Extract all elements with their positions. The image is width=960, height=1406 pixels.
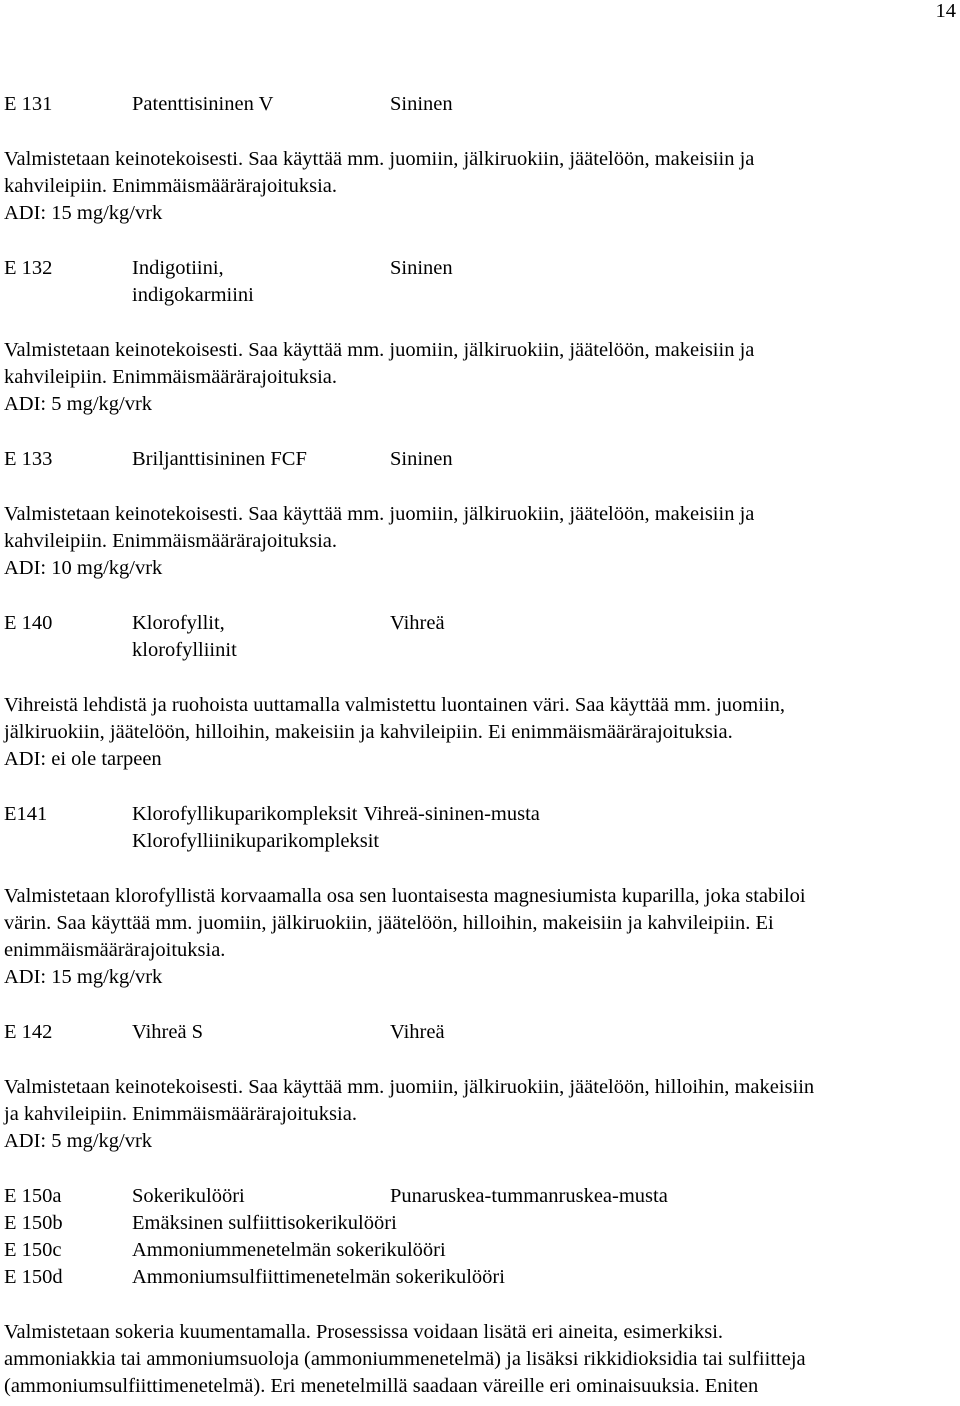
additive-description: Valmistetaan keinotekoisesti. Saa käyttää mm. juomiin, jälkiruokiin, jäätelöön, makeisiin ja: [4, 339, 755, 361]
additive-name: indigokarmiini: [132, 284, 254, 306]
entry-e150a-header: [4, 1183, 954, 1210]
entry-e150b-header: [4, 1210, 954, 1237]
additive-description: värin. Saa käyttää mm. juomiin, jälkiruokiin, jäätelöön, hilloihin, makeisiin ja kahvileipiin. Ei: [4, 912, 774, 934]
additive-code: E141: [4, 803, 48, 825]
additive-color: Vihreä: [390, 612, 445, 634]
additive-adi: ADI: ei ole tarpeen: [4, 748, 162, 770]
additive-description: (ammoniumsulfiittimenetelmä). Eri menetelmillä saadaan väreille eri ominaisuuksia. Eniten: [4, 1375, 759, 1397]
additive-name: Briljanttisininen FCF: [132, 448, 307, 470]
additive-name: Sokerikulööri: [132, 1185, 245, 1207]
additive-color: Sininen: [390, 448, 453, 470]
additive-color: Vihreä-sininen-musta: [363, 803, 540, 825]
additive-description: jälkiruokiin, jäätelöön, hilloihin, makeisiin ja kahvileipiin. Ei enimmäismäärärajoituksia.: [4, 721, 733, 743]
additive-color: Sininen: [390, 257, 453, 279]
additive-adi: ADI: 10 mg/kg/vrk: [4, 557, 163, 579]
entry-e141-header-cont: [4, 828, 954, 855]
additive-name: Klorofylliinikuparikompleksit: [132, 830, 380, 852]
entry-e150c-header: [4, 1237, 954, 1264]
additive-description: kahvileipiin. Enimmäismäärärajoituksia.: [4, 530, 338, 552]
additive-name: klorofylliinit: [132, 639, 237, 661]
additive-description: Valmistetaan keinotekoisesti. Saa käyttää mm. juomiin, jälkiruokiin, jäätelöön, makeisiin ja: [4, 503, 755, 525]
additive-name: Indigotiini,: [132, 257, 224, 279]
entry-e142-header: [4, 1019, 954, 1046]
additive-description: ammoniakkia tai ammoniumsuoloja (ammoniummenetelmä) ja lisäksi rikkidioksidia tai sulfiitteja: [4, 1348, 806, 1370]
additive-description: Valmistetaan sokeria kuumentamalla. Prosessissa voidaan lisätä eri aineita, esimerkiksi.: [4, 1321, 724, 1343]
additive-code: E 140: [4, 612, 53, 634]
entry-e131-header: [4, 91, 954, 118]
additive-description: Valmistetaan keinotekoisesti. Saa käyttää mm. juomiin, jälkiruokiin, jäätelöön, makeisiin ja: [4, 148, 755, 170]
additive-adi: ADI: 5 mg/kg/vrk: [4, 393, 153, 415]
additive-description: enimmäismäärärajoituksia.: [4, 939, 226, 961]
additive-name: Emäksinen sulfiittisokerikulööri: [132, 1212, 397, 1234]
additive-name: Ammoniummenetelmän sokerikulööri: [132, 1239, 446, 1261]
additive-description: kahvileipiin. Enimmäismäärärajoituksia.: [4, 175, 338, 197]
additive-color: Punaruskea-tummanruskea-musta: [390, 1185, 668, 1207]
additive-color: Vihreä: [390, 1021, 445, 1043]
entry-e133-header: [4, 446, 954, 473]
additive-description: kahvileipiin. Enimmäismäärärajoituksia.: [4, 366, 338, 388]
entry-e140-header-cont: [4, 637, 954, 664]
additive-code: E 142: [4, 1021, 53, 1043]
entry-e132-header-cont: [4, 282, 954, 309]
additive-adi: ADI: 5 mg/kg/vrk: [4, 1130, 153, 1152]
additive-code: E 133: [4, 448, 53, 470]
additive-description: Valmistetaan klorofyllistä korvaamalla osa sen luontaisesta magnesiumista kuparilla, joka stabiloi: [4, 885, 806, 907]
additive-color: Sininen: [390, 93, 453, 115]
additive-code: E 150c: [4, 1239, 62, 1261]
page-number: 14: [935, 0, 956, 22]
additive-adi: ADI: 15 mg/kg/vrk: [4, 202, 163, 224]
additive-code: E 150d: [4, 1266, 63, 1288]
additive-code: E 150a: [4, 1185, 62, 1207]
additive-description: Valmistetaan keinotekoisesti. Saa käyttää mm. juomiin, jälkiruokiin, jäätelöön, hilloihin, makeisiin: [4, 1076, 815, 1098]
additive-description: ja kahvileipiin. Enimmäismäärärajoituksia.: [4, 1103, 357, 1125]
entry-e140-header: [4, 610, 954, 637]
additive-code: E 131: [4, 93, 53, 115]
additive-adi: ADI: 15 mg/kg/vrk: [4, 966, 163, 988]
additive-name: Klorofyllikuparikompleksit: [132, 803, 358, 825]
additive-code: E 150b: [4, 1212, 63, 1234]
additive-name: Ammoniumsulfiittimenetelmän sokerikulööri: [132, 1266, 505, 1288]
entry-e150d-header: [4, 1264, 954, 1291]
additive-name: Vihreä S: [132, 1021, 204, 1043]
additive-name: Patenttisininen V: [132, 93, 274, 115]
additive-description: Vihreistä lehdistä ja ruohoista uuttamalla valmistettu luontainen väri. Saa käyttää mm. juomiin,: [4, 694, 786, 716]
entry-e141-header: [4, 801, 954, 828]
additive-name: Klorofyllit,: [132, 612, 225, 634]
entry-e132-header: [4, 255, 954, 282]
document-body: [4, 91, 954, 1400]
additive-code: E 132: [4, 257, 53, 279]
